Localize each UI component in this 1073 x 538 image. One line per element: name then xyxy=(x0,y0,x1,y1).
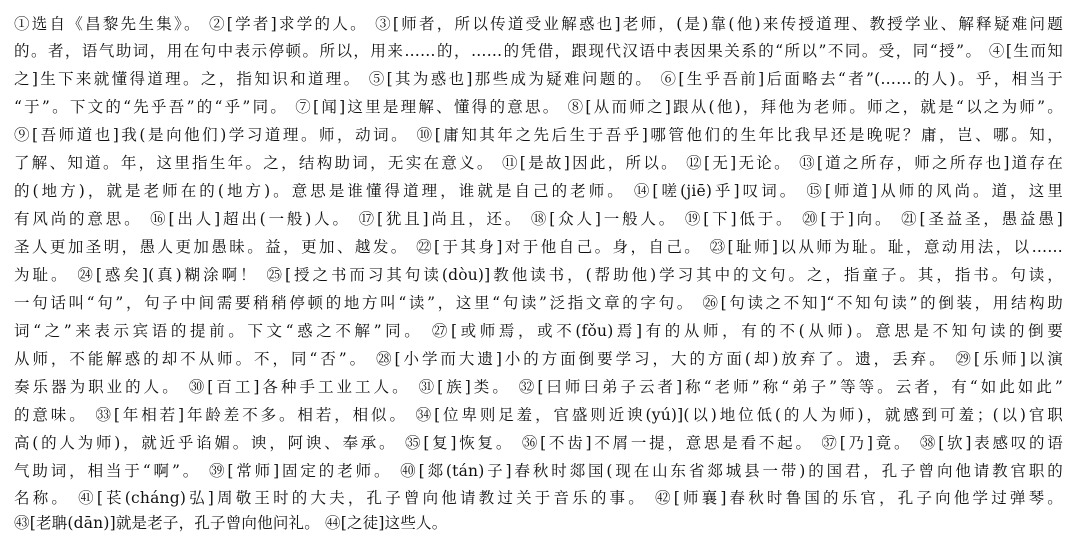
annotation-line-12: 词“之”来表示宾语的提前。下文“惑之不解”同。 ㉗[或师焉，或不(fǒu)焉]有的从师，有的不(从师)。意思是不知句读的倒要 xyxy=(14,322,1063,340)
annotation-line-5: ⑨[吾师道也]我(是向他们)学习道理。师，动词。 ⑩[庸知其年之先后生于吾乎]哪管他们的生年比我早还是晚呢？庸，岂、哪。知， xyxy=(14,126,1063,144)
annotation-line-14: 奏乐器为职业的人。 ㉚[百工]各种手工业工人。 ㉛[族]类。 ㉜[曰师曰弟子云者]称“老师”称“弟子”等等。云者，有“如此如此” xyxy=(14,378,1063,396)
annotation-line-10: 为耻。 ㉔[惑矣](真)糊涂啊！ ㉕[授之书而习其句读(dòu)]教他读书，(帮助他)学习其中的文句。之，指童子。其，指书。句读， xyxy=(14,266,1063,284)
annotation-line-16: 高(的人为师)，就近乎谄媚。谀，阿谀、奉承。 ㉟[复]恢复。 ㊱[不齿]不屑一提，意思是看不起。 ㊲[乃]竟。 ㊳[欤]表感叹的语 xyxy=(14,434,1063,452)
annotation-line-19: ㊸[老聃(dān)]就是老子，孔子曾向他问礼。 ㊹[之徒]这些人。 xyxy=(14,514,448,532)
annotation-line-9: 圣人更加圣明，愚人更加愚昧。益，更加、越发。 ㉒[于其身]对于他自己。身，自己。 ㉓[耻师]以从师为耻。耻，意动用法，以…… xyxy=(14,238,1063,256)
annotation-line-8: 有风尚的意思。 ⑯[出人]超出(一般)人。 ⑰[犹且]尚且，还。 ⑱[众人]一般人。 ⑲[下]低于。 ⑳[于]向。 ㉑[圣益圣，愚益愚] xyxy=(14,210,1063,228)
annotation-line-2: 的。者，语气助词，用在句中表示停顿。所以，用来……的，……的凭借，跟现代汉语中表因果关系的“所以”不同。受，同“授”。 ④[生而知 xyxy=(14,42,1063,60)
annotation-line-11: 一句话叫“句”，句子中间需要稍稍停顿的地方叫“读”，这里“句读”泛指文章的字句。 ㉖[句读之不知]“不知句读”的倒装，用结构助 xyxy=(14,294,1063,312)
annotation-line-6: 了解、知道。年，这里指生年。之，结构助词，无实在意义。 ⑪[是故]因此，所以。 ⑫[无]无论。 ⑬[道之所存，师之所存也]道存在 xyxy=(14,154,1063,172)
annotation-line-3: 之]生下来就懂得道理。之，指知识和道理。 ⑤[其为惑也]那些成为疑难问题的。 ⑥[生乎吾前]后面略去“者”(……的人)。乎，相当于 xyxy=(14,70,1063,88)
annotation-line-13: 从师，不能解惑的却不从师。不，同“否”。 ㉘[小学而大遗]小的方面倒要学习，大的方面(却)放弃了。遗，丢弃。 ㉙[乐师]以演 xyxy=(14,350,1063,368)
annotation-line-1: ①选自《昌黎先生集》。 ②[学者]求学的人。 ③[师者，所以传道受业解惑也]老师，(是)靠(他)来传授道理、教授学业、解释疑难问题 xyxy=(14,15,1063,33)
annotation-line-15: 的意味。 ㉝[年相若]年龄差不多。相若，相似。 ㉞[位卑则足羞，官盛则近谀(yú)](以)地位低(的人为师)，就感到可羞；(以)官职 xyxy=(14,406,1063,424)
annotation-line-17: 气助词，相当于“啊”。 ㊴[常师]固定的老师。 ㊵[郯(tán)子]春秋时郯国(现在山东省郯城县一带)的国君，孔子曾向他请教官职的 xyxy=(14,462,1063,480)
annotation-line-4: “于”。下文的“先乎吾”的“乎”同。 ⑦[闻]这里是理解、懂得的意思。 ⑧[从而师之]跟从(他)，拜他为老师。师之，就是“以之为师”。 xyxy=(14,98,1063,116)
annotation-line-18: 名称。 ㊶[苌(cháng)弘]周敬王时的大夫，孔子曾向他请教过关于音乐的事。 ㊷[师襄]春秋时鲁国的乐官，孔子向他学过弹琴。 xyxy=(14,489,1063,507)
annotation-line-7: 的(地方)，就是老师在的(地方)。意思是谁懂得道理，谁就是自己的老师。 ⑭[嗟(jiē)乎]叹词。 ⑮[师道]从师的风尚。道，这里 xyxy=(14,182,1063,200)
